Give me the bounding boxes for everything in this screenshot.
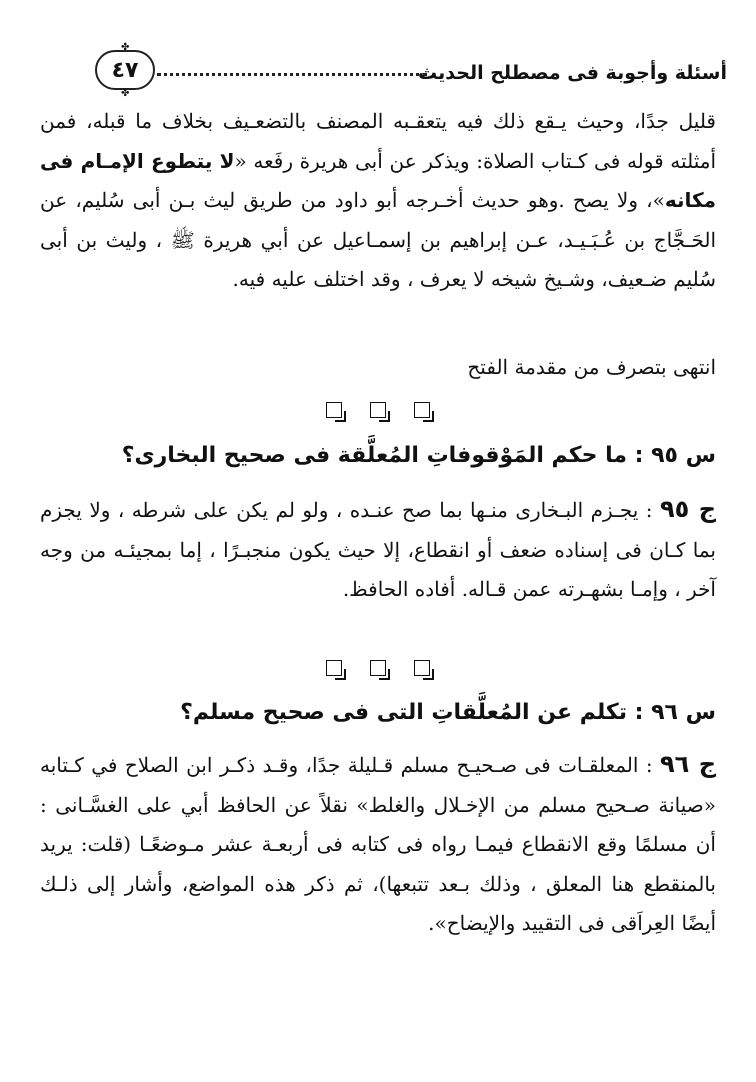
square-ornament-icon [326,660,342,676]
source-note: انتهى بتصرف من مقدمة الفتح [467,355,716,379]
page-number: ٤٧ [95,50,155,90]
square-ornament-icon [370,660,386,676]
running-title: أسئلة وأجوبة فى مصطلح الحديث [418,62,727,84]
paragraph-1: قليل جدًا، وحيث يـقع ذلك فيه يتعقـبه المصنف بالتضعـيف بخلاف ما قبله، فمن أمثلته قوله فى كـتاب الصلاة: ويذكر عن أبى هريرة رفَعه «لا يتطوع الإمـام فى مكانه»، ولا يصح .وهو حديث أخـرجه أبو داود من طريق ليث بـن أبى سُليم، عن الحَـجَّاج بن عُـبَـيـد، عـن إبراهيم بن إسمـاعيل عن أبي هريرة ﷺ ، وليث بن أبى سُليم ضـعيف، وشـيخ شيخه لا يعرف ، وقد اختلف عليه فيه. [40,109,716,291]
question-96: س ٩٦ : تكلم عن المُعلَّقاتِ التى فى صحيح مسلم؟ [180,700,716,725]
ornament-icon: ✤ [121,42,130,53]
hadith-quote: لا يتطوع الإمـام فى مكانه [40,148,716,212]
ornament-icon: ✤ [121,88,130,99]
square-ornament-icon [414,660,430,676]
square-ornament-icon [414,402,430,418]
answer-label: ج ٩٥ [659,495,717,523]
square-ornament-icon [326,402,342,418]
square-ornament-icon [370,402,386,418]
question-95: س ٩٥ : ما حكم المَوْقوفاتِ المُعلَّقة فى صحيح البخارى؟ [121,443,716,468]
section-divider [326,402,430,418]
answer-96: ج ٩٦ : المعلقـات فى صـحيـح مسلم قـليلة جدًا، وقـد ذكـر ابن الصلاح في كـتابه «صيانة صـحيح مسلم من الإخـلال والغلط» نقلاً عن الحافظ أبي على الغسَّـانى : أن مسلمًا وقع الانقطاع فيمـا رواه فى كتابه فى أربعـة عشر مـوضعًـا (قلت: يريد بالمنقطع هنا المعلق ، وذلك بـعد تتبعها)، ثم ذكر هذه المواضع، وأشار إلى ذلـك أيضًا العِراَقى فى التقييد والإيضاح». [40,750,716,935]
page-header [95,42,727,100]
answer-95: ج ٩٥ : يجـزم البـخارى منـها بما صح عنـده ، ولو لم يكن على شرطه ، ولا يجزم بما كـان فى إسناده ضعف أو انقطاع، إلا حيث يكون منجبـرًا ، إما بمجيئـه من وجه آخر ، وإمـا بشهـرته عمن قـاله. أفاده الحافظ. [40,495,717,601]
header-dotted-rule [157,73,427,76]
section-divider [326,660,430,676]
answer-label: ج ٩٦ [660,750,716,778]
